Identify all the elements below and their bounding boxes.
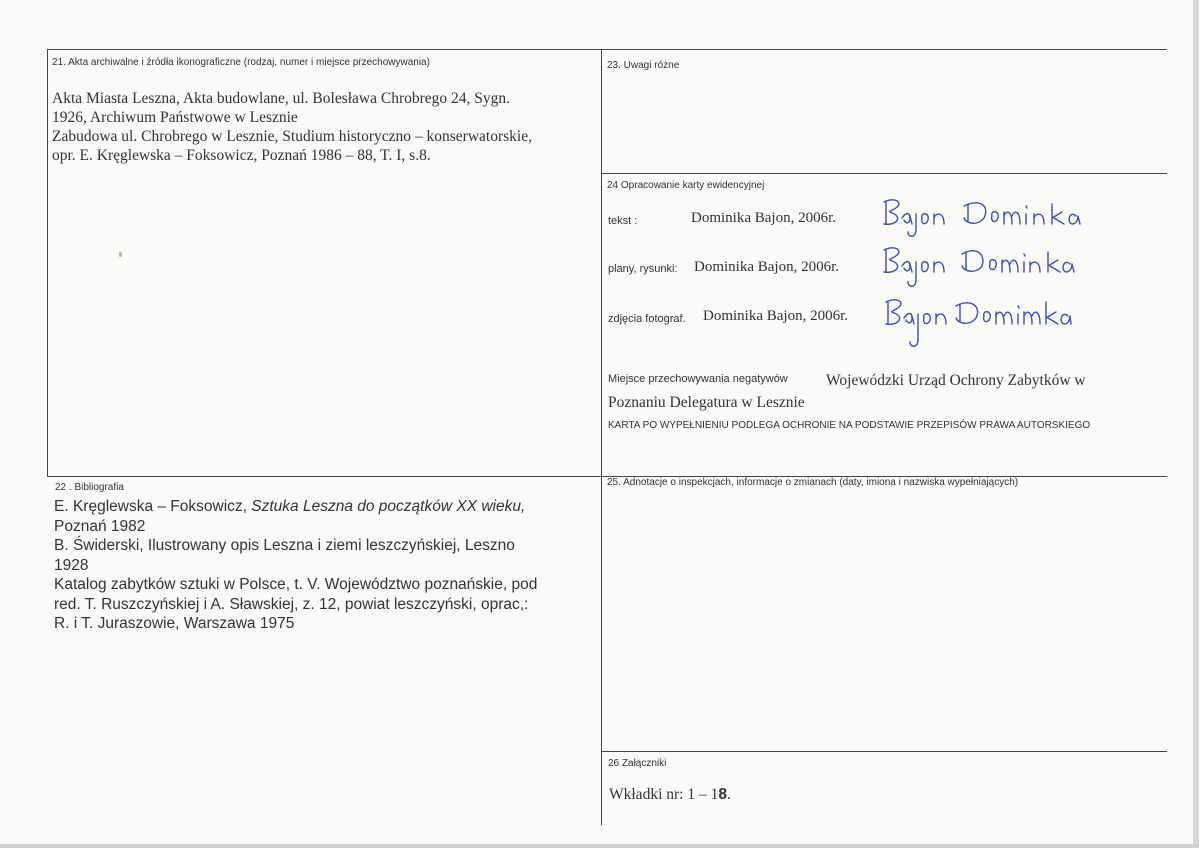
row-tekst-value: Dominika Bajon, 2006r. bbox=[691, 210, 836, 226]
rule-s23-bottom bbox=[601, 173, 1167, 174]
section-21-content bbox=[52, 89, 597, 165]
rule-middle bbox=[601, 49, 602, 825]
scan-speck bbox=[119, 252, 122, 257]
section-23-label: 23. Uwagi różne bbox=[607, 60, 680, 71]
row-zdjecia-value: Dominika Bajon, 2006r. bbox=[703, 308, 848, 324]
archive-line: Zabudowa ul. Chrobrego w Lesznie, Studium historyczno – konserwatorskie, bbox=[52, 128, 532, 145]
negatives-value-line-2: Poznaniu Delegatura w Lesznie bbox=[608, 394, 805, 411]
scan-edge-right bbox=[1193, 0, 1199, 848]
biblio-line: B. Świderski, Ilustrowany opis Leszna i ziemi leszczyńskiej, Leszno bbox=[54, 537, 515, 554]
biblio-line: Poznań 1982 bbox=[54, 517, 146, 535]
biblio-line: Katalog zabytków sztuki w Polsce, t. V. Województwo poznańskie, pod bbox=[54, 576, 538, 593]
attachments-handwritten-digit: 8 bbox=[718, 786, 727, 803]
row-zdjecia-label: zdjęcia fotograf. bbox=[608, 313, 686, 325]
biblio-line: R. i T. Juraszowie, Warszawa 1975 bbox=[54, 615, 295, 632]
biblio-author: E. Kręglewska – Foksowicz, bbox=[54, 498, 252, 515]
signature-1 bbox=[872, 194, 1088, 244]
attachments-prefix: Wkładki nr: 1 – 1 bbox=[609, 786, 719, 803]
archive-line: Akta Miasta Leszna, Akta budowlane, ul. Bolesława Chrobrego 24, Sygn. bbox=[52, 90, 511, 107]
negatives-label: Miejsce przechowywania negatywów bbox=[608, 373, 788, 385]
section-22-label: 22 . Bibliografia bbox=[55, 482, 124, 493]
section-21-label: 21. Akta archiwalne i źródła ikonograficzne (rodzaj, numer i miejsce przechowywania) bbox=[52, 57, 430, 68]
scan-edge-bottom bbox=[0, 844, 1199, 848]
archive-line: opr. E. Kręglewska – Foksowicz, Poznań 1986 – 88, T. I, s.8. bbox=[52, 147, 431, 164]
copyright-notice: KARTA PO WYPEŁNIENIU PODLEGA OCHRONIE NA PODSTAWIE PRZEPISÓW PRAWA AUTORSKIEGO bbox=[608, 420, 1091, 431]
biblio-line: red. T. Ruszczyńskiej i A. Sławskiej, z. 12, powiat leszczyński, oprac,: bbox=[54, 595, 529, 613]
section-25-label: 25. Adnotacje o inspekcjach, informacje o zmianach (daty, imiona i nazwiska wypełniających) bbox=[607, 477, 1019, 488]
section-26-label: 26 Załączniki bbox=[608, 758, 667, 769]
negatives-value-line-1: Wojewódzki Urząd Ochrony Zabytków w bbox=[826, 372, 1086, 389]
rule-s25-bottom bbox=[601, 751, 1167, 752]
row-plany-value: Dominika Bajon, 2006r. bbox=[694, 259, 839, 275]
section-24-label: 24 Opracowanie karty ewidencyjnej bbox=[607, 180, 765, 191]
signature-3 bbox=[872, 292, 1072, 352]
row-tekst-label: tekst : bbox=[608, 215, 638, 227]
signature-2 bbox=[872, 242, 1078, 294]
negatives-value bbox=[608, 370, 1168, 414]
archive-line: 1926, Archiwum Państwowe w Lesznie bbox=[52, 109, 298, 126]
attachments-value bbox=[609, 786, 731, 804]
biblio-title-italic: Sztuka Leszna do początków XX wieku, bbox=[251, 498, 526, 515]
section-22-content bbox=[54, 497, 594, 634]
row-plany-label: plany, rysunki: bbox=[608, 263, 678, 275]
attachments-suffix: . bbox=[726, 786, 731, 803]
rule-left bbox=[47, 49, 48, 477]
biblio-line: 1928 bbox=[54, 556, 89, 574]
biblio-line bbox=[54, 497, 594, 517]
rule-top bbox=[47, 49, 1167, 50]
